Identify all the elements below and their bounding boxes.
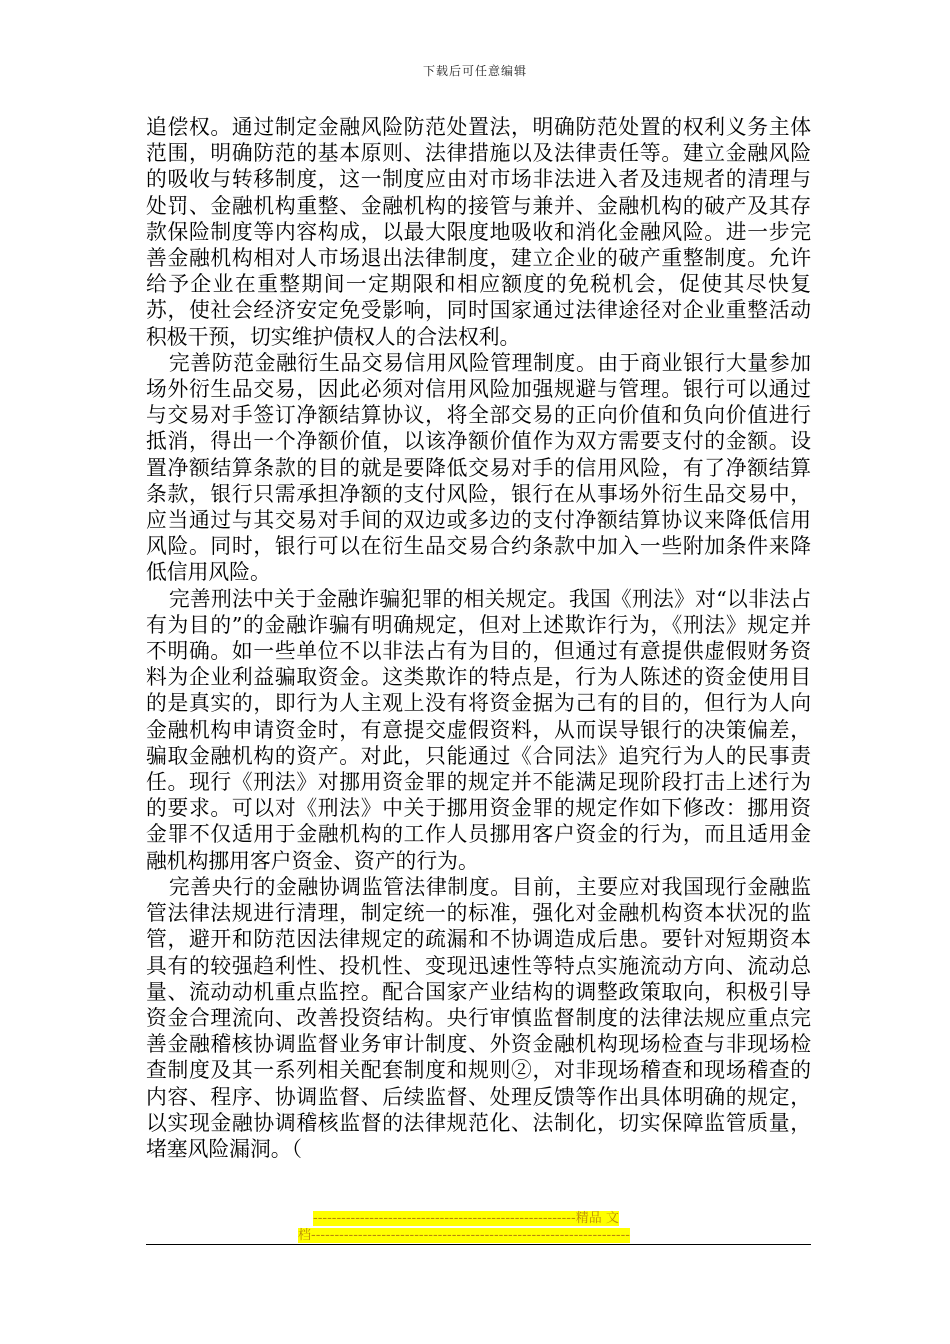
paragraph-2: 完善防范金融衍生品交易信用风险管理制度。由于商业银行大量参加场外衍生品交易，因此必须对信用风险加强规避与管理。银行可以通过与交易对手签订净额结算协议，将全部交易的正向价值和负向价值进行抵消，得出一个净额价值，以该净额价值作为双方需要支付的金额。设置净额结算条款的目的就是要降低交易对手的信用风险，有了净额结算条款，银行只需承担净额的支付风险，银行在从事场外衍生品交易中，应当通过与其交易对手间的双边或多边的支付净额结算协议来降低信用风险。同时，银行可以在衍生品交易合约条款中加入一些附加条件来降低信用风险。 — [146, 350, 811, 585]
footer-banner-line-2 — [298, 1227, 648, 1244]
paragraph-4: 完善央行的金融协调监管法律制度。目前，主要应对我国现行金融监管法律法规进行清理，制定统一的标准，强化对金融机构资本状况的监管，避开和防范因法律规定的疏漏和不协调造成后患。要针对短期资本具有的较强趋利性、投机性、变现迅速性等特点实施流动方向、流动总量、流动动机重点监控。配合国家产业结构的调整政策取向，积极引导资金合理流向、改善投资结构。央行审慎监督制度的法律法规应重点完善金融稽核协调监督业务审计制度、外资金融机构现场检查与非现场检查制度及其一系列相关配套制度和规则②，对非现场稽查和现场稽查的内容、程序、协调监督、后续监督、处理反馈等作出具体明确的规定，以实现金融协调稽核监督的法律规范化、法制化，切实保障监管质量，堵塞风险漏洞。（ — [146, 874, 811, 1161]
footer-divider — [146, 1244, 811, 1245]
footer-banner-line-1 — [298, 1210, 648, 1227]
footer-banner-text-2: 档-------------------------------------------------------------------- — [298, 1228, 630, 1243]
header-note: 下载后可任意编辑 — [422, 64, 527, 78]
footer-banner-text-1: --------------------------------------------------------精品 文 — [313, 1211, 619, 1226]
footer-banner — [298, 1210, 648, 1244]
document-body — [146, 114, 811, 1162]
paragraph-3: 完善刑法中关于金融诈骗犯罪的相关规定。我国《刑法》对“以非法占有为目的”的金融诈骗有明确规定，但对上述欺诈行为，《刑法》规定并不明确。如一些单位不以非法占有为目的，但通过有意提供虚假财务资料为企业利益骗取资金。这类欺诈的特点是，行为人陈述的资金使用目的是真实的，即行为人主观上没有将资金据为己有的目的，但行为人向金融机构申请资金时，有意提交虚假资料，从而误导银行的决策偏差，骗取金融机构的资产。对此，只能通过《合同法》追究行为人的民事责任。现行《刑法》对挪用资金罪的规定并不能满足现阶段打击上述行为的要求。可以对《刑法》中关于挪用资金罪的规定作如下修改：挪用资金罪不仅适用于金融机构的工作人员挪用客户资金的行为，而且适用金融机构挪用客户资金、资产的行为。 — [146, 586, 811, 873]
paragraph-1: 追偿权。通过制定金融风险防范处置法，明确防范处置的权利义务主体范围，明确防范的基本原则、法律措施以及法律责任等。建立金融风险的吸收与转移制度，这一制度应由对市场非法进入者及违规者的清理与处罚、金融机构重整、金融机构的接管与兼并、金融机构的破产及其存款保险制度等内容构成，以最大限度地吸收和消化金融风险。进一步完善金融机构相对人市场退出法律制度，建立企业的破产重整制度。允许给予企业在重整期间一定期限和相应额度的免税机会，促使其尽快复苏，使社会经济安定免受影响，同时国家通过法律途径对企业重整活动积极干预，切实维护债权人的合法权利。 — [146, 115, 811, 349]
